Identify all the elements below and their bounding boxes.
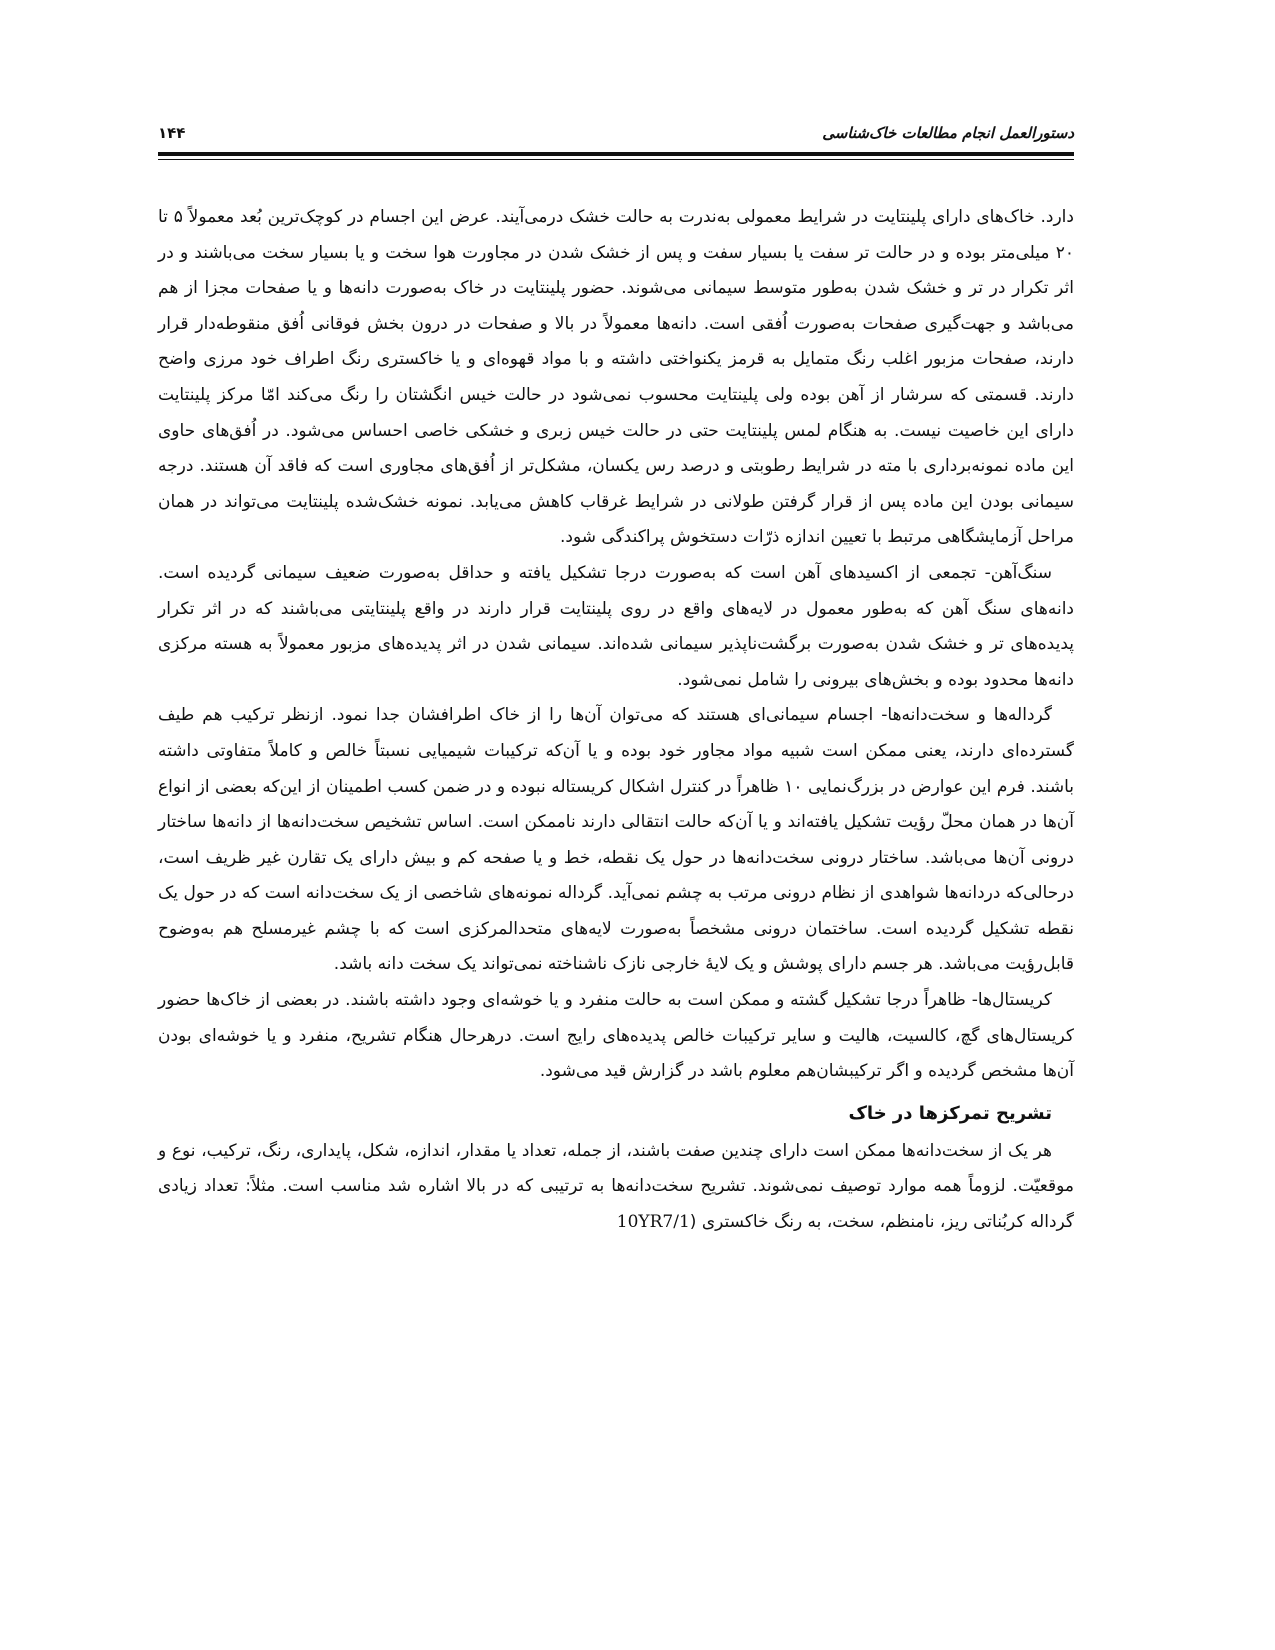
- paragraph-ironstone: سنگ‌آهن- تجمعی از اکسیدهای آهن است که به‌صورت درجا تشکیل یافته و حداقل به‌صورت ضعیف سیمانی گردیده است. دانه‌های سنگ آهن که به‌طور معمول در لایه‌های واقع در روی پلینتایت قرار دارند در واقع پلینتایتی می‌باشند که در اثر تکرار پدیده‌های تر و خشک شدن به‌صورت برگشت‌ناپذیر سیمانی شده‌اند. سیمانی شدن در اثر پدیده‌های مزبور معمولاً به هسته مرکزی دانه‌ها محدود بوده و بخش‌های بیرونی را شامل نمی‌شود.: [158, 562, 1074, 690]
- munsell-color-code: 10YR7/1: [616, 1212, 690, 1233]
- concentrations-text: هر یک از سخت‌دانه‌ها ممکن است دارای چندین صفت باشند، از جمله، تعداد یا مقدار، اندازه، شکل، پایداری، رنگ، ترکیب، نوع و موقعیّت. لزوماً همه موارد توصیف نمی‌شوند. تشریح سخت‌دانه‌ها به ترتیبی که در بالا اشاره شد مناسب است. مثلاً: تعداد زیادی گرداله کربُناتی ریز، نامنظم، سخت، به رنگ خاکستری (: [158, 1140, 1074, 1233]
- paragraph-nodules-concretions: گرداله‌ها و سخت‌دانه‌ها- اجسام سیمانی‌ای هستند که می‌توان آن‌ها را از خاک اطرافشان جدا نمود. ازنظر ترکیب هم طیف گسترده‌ای دارند، یعنی ممکن است شبیه مواد مجاور خود بوده و یا آن‌که ترکیبات شیمیایی نسبتاً خالص و کاملاً متفاوتی داشته باشند. فرم این عوارض در بزرگ‌نمایی ۱۰ ظاهراً در کنترل اشکال کریستاله نبوده و در ضمن کسب اطمینان از این‌که بعضی از انواع آن‌ها در همان محلّ رؤیت تشکیل یافته‌اند و یا آن‌که حالت انتقالی دارند ناممکن است. اساس تشخیص سخت‌دانه‌ها از دانه‌ها ساختار درونی آن‌ها می‌باشد. ساختار درونی سخت‌دانه‌ها در حول یک نقطه، خط و یا صفحه کم و بیش دارای یک تقارن غیر ظریف است، درحالی‌که دردانه‌ها شواهدی از نظام درونی مرتب به چشم نمی‌آید. گرداله نمونه‌های شاخصی از یک سخت‌دانه است که در حول یک نقطه تشکیل گردیده است. ساختمان درونی مشخصاً به‌صورت لایه‌های متحدالمرکزی است که با چشم غیرمسلح هم به‌وضوح قابل‌رؤیت می‌باشد. هر جسم دارای پوشش و یک لایهٔ خارجی نازک ناشناخته نمی‌تواند یک سخت دانه باشد.: [158, 705, 1074, 975]
- page-body: [158, 200, 1074, 1241]
- paragraph-crystals: کریستال‌ها- ظاهراً درجا تشکیل گشته و ممکن است به حالت منفرد و یا خوشه‌ای وجود داشته باشند. در بعضی از خاک‌ها حضور کریستال‌های گچ، کالسیت، هالیت و سایر ترکیبات خالص پدیده‌های رایج است. درهرحال هنگام تشریح، منفرد و یا خوشه‌ای بودن آن‌ها مشخص گردیده و اگر ترکیبشان‌هم معلوم باشد در گزارش قید می‌شود.: [158, 990, 1074, 1082]
- paragraph-plinthite-continued: دارد. خاک‌های دارای پلینتایت در شرایط معمولی به‌ندرت به حالت خشک درمی‌آیند. عرض این اجسام در کوچک‌ترین بُعد معمولاً ۵ تا ۲۰ میلی‌متر بوده و در حالت تر سفت یا بسیار سفت و پس از خشک شدن در مجاورت هوا سخت و یا بسیار سخت می‌باشند و در اثر تکرار در تر و خشک شدن به‌طور متوسط سیمانی می‌شوند. حضور پلینتایت در خاک به‌صورت دانه‌ها و یا صفحات مجزا از هم می‌باشد و جهت‌گیری صفحات به‌صورت اُفقی است. دانه‌ها معمولاً در بالا و صفحات در درون بخش فوقانی اُفق منقوطه‌دار قرار دارند، صفحات مزبور اغلب رنگ متمایل به قرمز یکنواختی داشته و با مواد قهوه‌ای و یا خاکستری رنگ اطراف خود مرزی واضح دارند. قسمتی که سرشار از آهن بوده ولی پلینتایت محسوب نمی‌شود در حالت خیس انگشتان را رنگ می‌کند امّا مرکز پلینتایت دارای این خاصیت نیست. به هنگام لمس پلینتایت حتی در حالت خیس زبری و خشکی خاصی احساس می‌شود. در اُفق‌های حاوی این ماده نمونه‌برداری با مته در شرایط رطوبتی و درصد رس یکسان، مشکل‌تر از اُفق‌های مجاوری است که فاقد آن هستند. درجه سیمانی بودن این ماده پس از قرار گرفتن طولانی در شرایط غرقاب کاهش می‌یابد. نمونه خشک‌شده پلینتایت می‌تواند در همان مراحل آزمایشگاهی مرتبط با تعیین اندازه ذرّات دستخوش پراکندگی شود.: [158, 207, 1074, 548]
- header-rule-thin: [158, 159, 1074, 160]
- header-rule-thick: [158, 152, 1074, 156]
- paragraph-concentrations-description: [158, 1134, 1074, 1241]
- page-header: [158, 112, 1074, 164]
- page-number: ۱۴۴: [158, 124, 186, 142]
- section-heading: تشریح تمرکزها در خاک: [848, 1102, 1052, 1124]
- running-title: دستورالعمل انجام مطالعات خاک‌شناسی: [822, 124, 1074, 142]
